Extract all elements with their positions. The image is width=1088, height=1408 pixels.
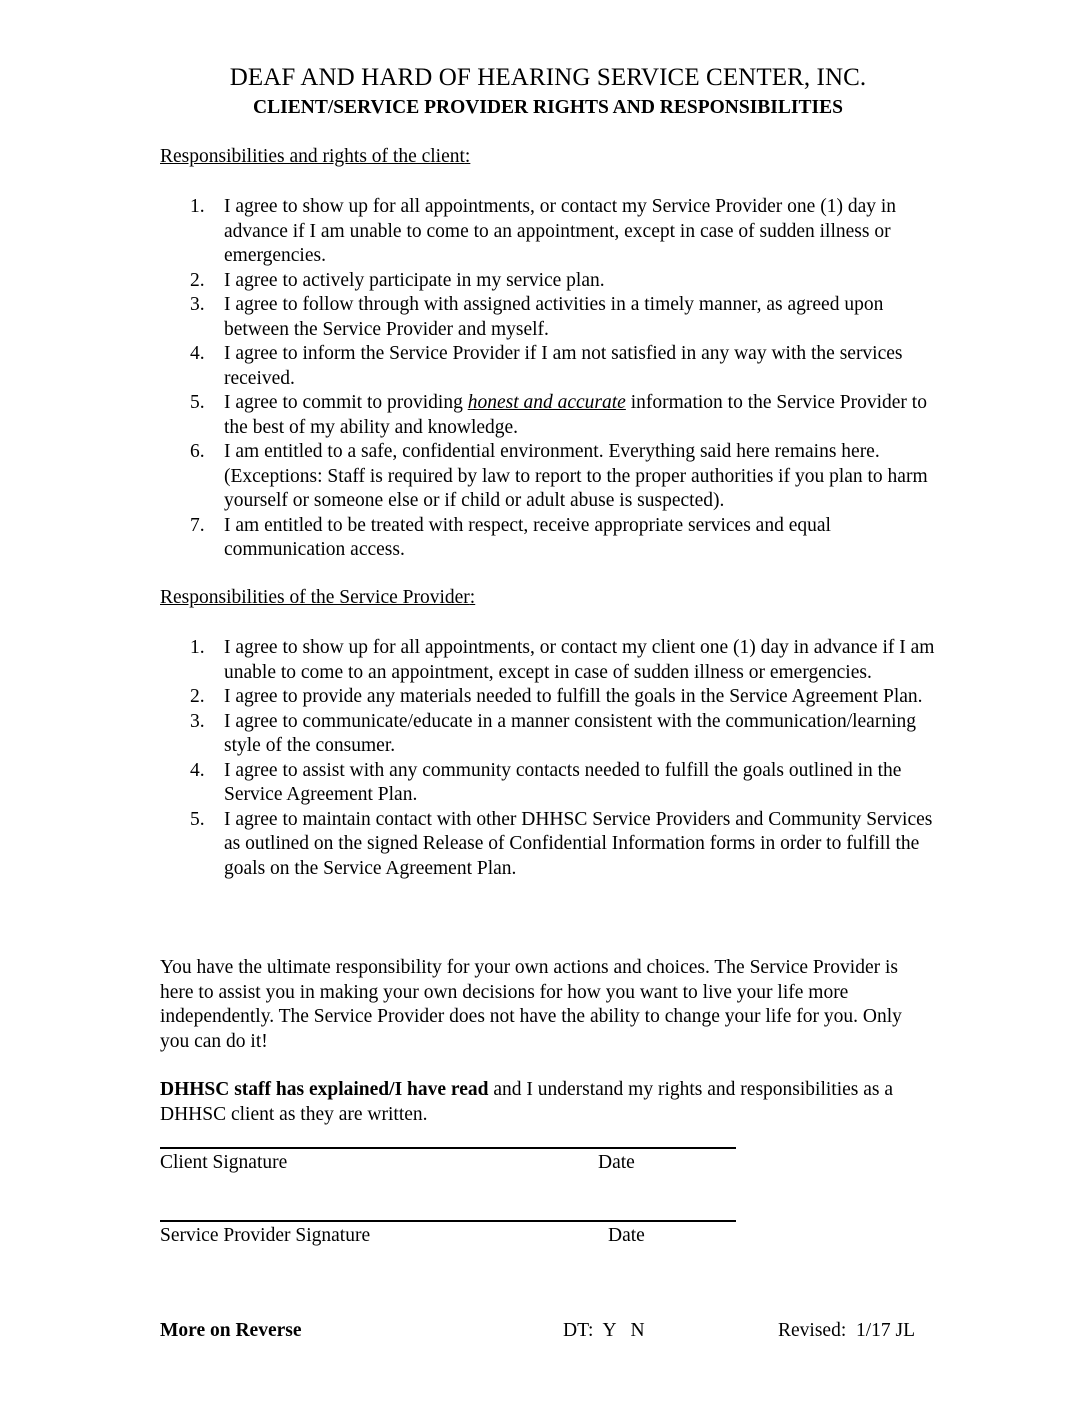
list-item — [190, 710, 950, 759]
list-item-text: I agree to show up for all appointments, or contact my client one (1) day in advance if I am unable to come to an appointment, except in case of sudden illness or emergencies. — [224, 637, 935, 683]
list-item-number: 6. — [190, 441, 205, 462]
list-item-text: I agree to actively participate in my service plan. — [224, 269, 605, 291]
closing-paragraph: You have the ultimate responsibility for your own actions and choices. The Service Provider is here to assist you in making your own decisions for how you want to live your life more independently. The Service Provider does not have the ability to change your life for you. Only you can do it! — [160, 957, 902, 1052]
list-item-text-after: information to the Service Provider to the best of my ability and knowledge. — [224, 392, 927, 438]
provider-date-label: Date — [608, 1225, 645, 1246]
list-item-number: 2. — [190, 269, 205, 291]
list-item — [190, 685, 950, 710]
provider-signature-line[interactable] — [160, 1220, 736, 1222]
client-section-heading: Responsibilities and rights of the client: — [160, 146, 471, 167]
client-signature-line[interactable] — [160, 1147, 736, 1149]
provider-section-heading-text: Responsibilities of the Service Provider — [160, 587, 470, 608]
list-item-number: 5. — [190, 392, 205, 413]
list-item-text: I agree to communicate/educate in a manner consistent with the communication/learning style of the consumer. — [224, 710, 917, 756]
client-section-heading-text: Responsibilities and rights of the client — [160, 146, 465, 167]
list-item — [190, 269, 950, 294]
provider-section-heading: Responsibilities of the Service Provider: — [160, 587, 476, 608]
more-on-reverse-note: More on Reverse — [160, 1320, 302, 1341]
provider-responsibilities-list — [190, 636, 950, 881]
list-item-text: I am entitled to be treated with respect, receive appropriate services and equal communication access. — [224, 514, 831, 560]
list-item-number: 2. — [190, 686, 205, 707]
list-item-number: 3. — [190, 294, 205, 315]
client-responsibilities-list — [190, 195, 950, 563]
dt-yes-no-field: DT: Y N — [563, 1320, 645, 1341]
acknowledgement-paragraph — [160, 1078, 920, 1127]
list-item — [190, 808, 950, 882]
list-item-number: 4. — [190, 343, 205, 364]
list-item — [190, 293, 950, 342]
organization-title: DEAF AND HARD OF HEARING SERVICE CENTER, INC. — [229, 64, 867, 91]
list-item-number: 3. — [190, 710, 205, 732]
document-title: CLIENT/SERVICE PROVIDER RIGHTS AND RESPONSIBILITIES — [253, 97, 843, 118]
provider-signature-label: Service Provider Signature — [160, 1225, 371, 1246]
emphasized-text: honest and accurate — [467, 392, 626, 413]
revision-note: Revised: 1/17 JL — [778, 1320, 916, 1341]
list-item — [190, 759, 950, 808]
acknowledgement-bold: DHHSC staff has explained/I have read — [160, 1079, 489, 1100]
list-item — [190, 342, 950, 391]
acknowledgement-rest: and I understand my rights and responsibilities as a DHHSC client as they are written. — [160, 1079, 894, 1125]
list-item-number: 4. — [190, 759, 205, 781]
list-item-number: 1. — [190, 196, 205, 217]
list-item — [190, 636, 950, 685]
list-item — [190, 440, 950, 514]
list-item — [190, 195, 950, 269]
list-item — [190, 391, 950, 440]
list-item-text-before: I agree to commit to providing — [224, 392, 468, 413]
list-item-text: I am entitled to a safe, confidential environment. Everything said here remains here. (Exceptions: Staff is required by law to report to the proper authorities if you plan to harm yourself or someone else or if child or adult abuse is suspected). — [224, 441, 928, 511]
list-item-text: I agree to show up for all appointments, or contact my Service Provider one (1) day in advance if I am unable to come to an appointment, except in case of sudden illness or emergencies. — [224, 196, 897, 266]
client-signature-label: Client Signature — [160, 1152, 288, 1173]
list-item-text: I agree to inform the Service Provider if I am not satisfied in any way with the services received. — [224, 343, 903, 389]
list-item-text: I agree to provide any materials needed to fulfill the goals in the Service Agreement Plan. — [224, 686, 923, 707]
list-item-text: I agree to assist with any community contacts needed to fulfill the goals outlined in the Service Agreement Plan. — [224, 759, 902, 805]
list-item-text: I agree to maintain contact with other DHHSC Service Providers and Community Services as outlined on the signed Release of Confidential Information forms in order to fulfill the goals on the Service Agreement Plan. — [224, 808, 933, 879]
client-date-label: Date — [598, 1152, 635, 1173]
list-item-number: 1. — [190, 637, 205, 658]
list-item-number: 5. — [190, 808, 205, 830]
list-item — [190, 514, 950, 563]
list-item-number: 7. — [190, 514, 205, 536]
list-item-text: I agree to follow through with assigned activities in a timely manner, as agreed upon between the Service Provider and myself. — [224, 294, 884, 340]
